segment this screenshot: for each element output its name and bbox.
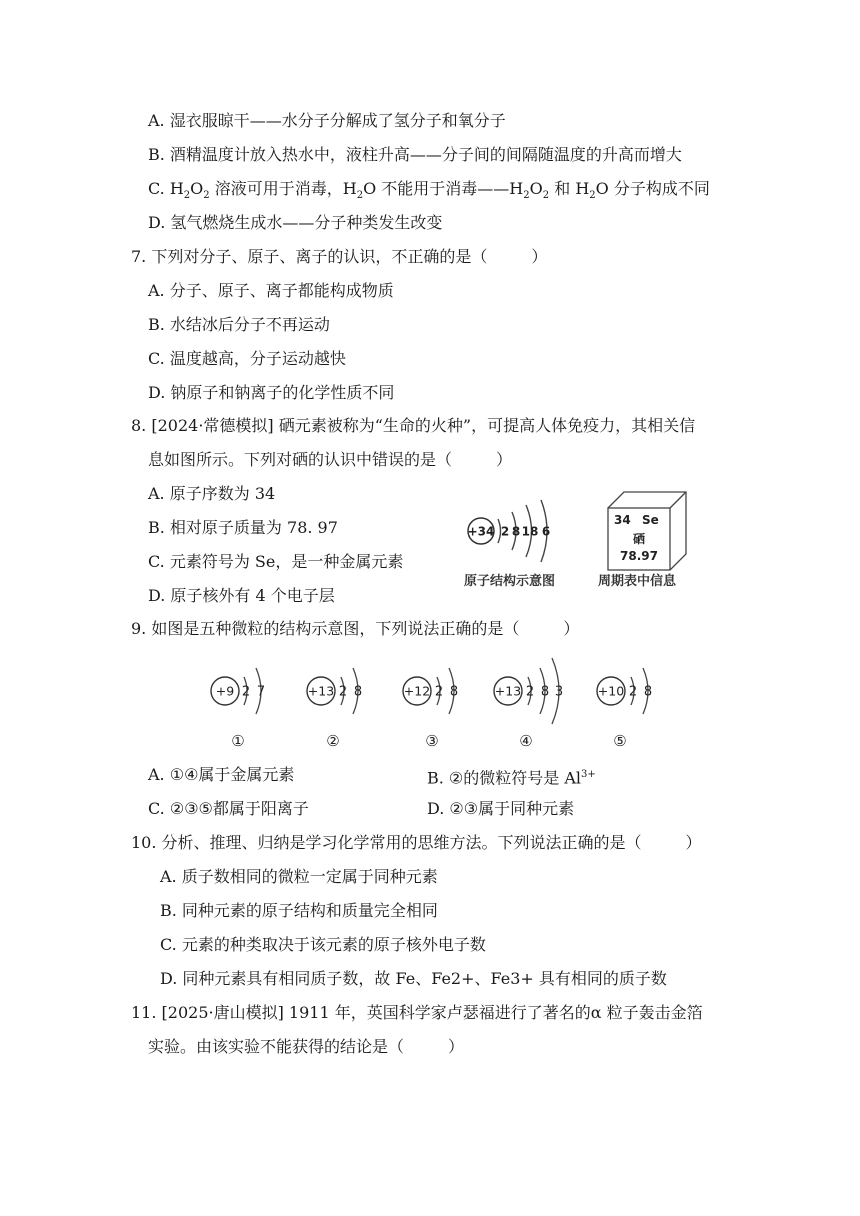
q8-stem-line1: 8. [2024·常德模拟] 硒元素被称为“生命的火种”，可提高人体免疫力，其相关信 — [131, 416, 696, 435]
q8-option-b: B. 相对原子质量为 78. 97 — [148, 518, 338, 537]
particle-5-shell-2: 8 — [643, 684, 653, 700]
particle-1-shell-2: 7 — [256, 684, 266, 700]
particle-2-label: ② — [326, 732, 340, 750]
q8-option-a: A. 原子序数为 34 — [148, 484, 276, 503]
q6-option-c: C. $H_2O_2$ 溶液可用于消毒，$H_2O$ 不能用于消毒$——H_2O_2$ 和 $H_2O$ 分子构成不同 — [148, 179, 710, 202]
se-shell-electrons-4: 6 — [541, 524, 551, 539]
q11-stem-line1: 11. [2025·唐山模拟] 1911 年，英国科学家卢瑟福进行了著名的α 粒子轰击金箔 — [131, 1003, 703, 1022]
particle-4-label: ④ — [519, 732, 533, 750]
q9-particles-figure — [195, 650, 675, 750]
q11-stem-line2: 实验。由该实验不能获得的结论是（ ） — [148, 1037, 465, 1056]
q7-option-a: A. 分子、原子、离子都能构成物质 — [148, 281, 394, 300]
q8-stem-line2: 息如图所示。下列对硒的认识中错误的是（ ） — [148, 450, 513, 469]
q7-option-b: B. 水结冰后分子不再运动 — [148, 315, 330, 334]
se-atomic-number: 34 — [614, 513, 631, 527]
q7-option-d: D. 钠原子和钠离子的化学性质不同 — [148, 383, 395, 402]
se-periodic-cell-figure — [596, 488, 696, 593]
se-shell-electrons-1: 2 — [500, 524, 510, 539]
particle-5-diagram — [597, 668, 652, 750]
q10-stem: 10. 分析、推理、归纳是学习化学常用的思维方法。下列说法正确的是（ ） — [131, 833, 702, 852]
q7-stem: 7. 下列对分子、原子、离子的认识，不正确的是（ ） — [131, 247, 548, 266]
particle-4-shell-1: 2 — [525, 684, 535, 700]
particle-4-nucleus: +13 — [494, 683, 522, 699]
se-element-name: 硒 — [632, 532, 646, 546]
se-atom-structure-figure — [460, 488, 575, 593]
particle-5-nucleus: +10 — [597, 683, 625, 699]
q9-option-c: C. ②③⑤都属于阳离子 — [148, 799, 309, 818]
q6-option-b: B. 酒精温度计放入热水中，液柱升高——分子间的间隔随温度的升高而增大 — [148, 145, 682, 164]
q9-option-b: B. ②的微粒符号是 $Al^{3+}$ — [427, 768, 596, 788]
q10-option-d: D. 同种元素具有相同质子数，故 Fe、Fe2+、Fe3+ 具有相同的质子数 — [160, 969, 667, 988]
particle-3-shell-1: 2 — [434, 684, 444, 700]
particle-4-shell-3: 3 — [554, 684, 564, 700]
q8-option-d: D. 原子核外有 4 个电子层 — [148, 586, 335, 605]
se-atomic-mass: 78.97 — [620, 549, 658, 563]
cell-3d-corner — [670, 492, 686, 508]
particle-1-diagram — [211, 668, 265, 750]
se-element-symbol: Se — [642, 513, 659, 527]
particle-2-shell-1: 2 — [338, 684, 348, 700]
particle-2-nucleus: +13 — [307, 683, 335, 699]
particle-4-shell-2: 8 — [540, 684, 550, 700]
q9-option-d: D. ②③属于同种元素 — [427, 799, 575, 818]
se-nucleus-charge: +34 — [467, 524, 495, 539]
q9-stem: 9. 如图是五种微粒的结构示意图，下列说法正确的是（ ） — [131, 619, 580, 638]
q10-option-a: A. 质子数相同的微粒一定属于同种元素 — [160, 867, 438, 886]
q8-option-c: C. 元素符号为 Se，是一种金属元素 — [148, 552, 404, 571]
particle-5-label: ⑤ — [613, 732, 627, 750]
se-cell-caption: 周期表中信息 — [598, 574, 677, 589]
particle-3-shell-2: 8 — [449, 684, 459, 700]
q6-option-d: D. 氢气燃烧生成水——分子种类发生改变 — [148, 213, 443, 232]
particle-1-label: ① — [231, 732, 245, 750]
particle-2-shell-2: 8 — [353, 684, 363, 700]
q7-option-c: C. 温度越高，分子运动越快 — [148, 349, 346, 368]
se-shell-electrons-3: 18 — [521, 524, 539, 539]
particle-4-diagram — [494, 658, 563, 750]
q10-option-b: B. 同种元素的原子结构和质量完全相同 — [160, 901, 438, 920]
se-shell-electrons-2: 8 — [511, 524, 521, 539]
particle-1-nucleus: +9 — [215, 683, 235, 699]
particle-3-nucleus: +12 — [403, 683, 431, 699]
particle-3-diagram — [403, 668, 458, 750]
q6-option-a: A. 湿衣服晾干——水分子分解成了氢分子和氧分子 — [148, 111, 506, 130]
particle-5-shell-1: 2 — [628, 684, 638, 700]
q9-option-a: A. ①④属于金属元素 — [148, 765, 295, 784]
particle-1-shell-1: 2 — [241, 684, 251, 700]
se-structure-caption: 原子结构示意图 — [464, 574, 556, 589]
particle-3-label: ③ — [425, 732, 439, 750]
q10-option-c: C. 元素的种类取决于该元素的原子核外电子数 — [160, 935, 486, 954]
particle-2-diagram — [307, 668, 362, 750]
